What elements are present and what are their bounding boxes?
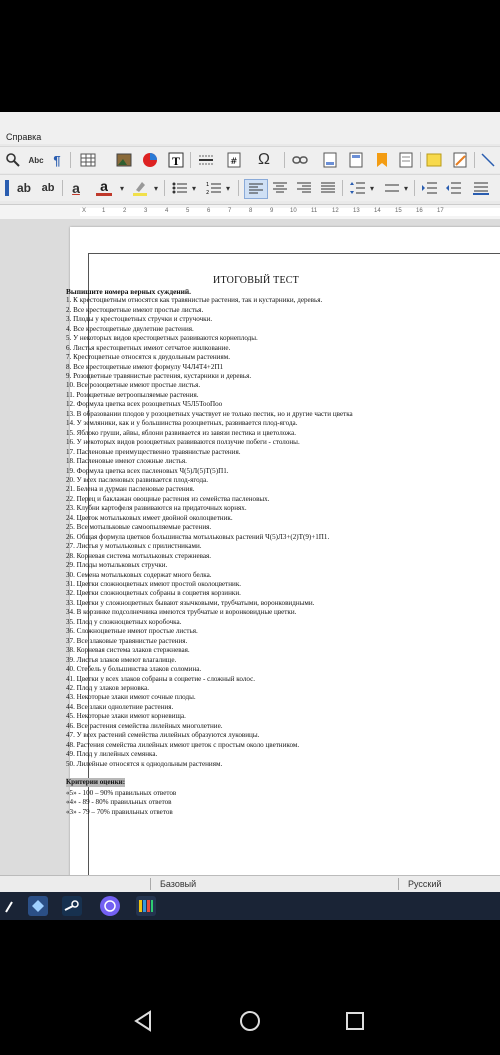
ruler-tick: 8 (249, 208, 253, 214)
spellcheck-icon[interactable]: Abc (28, 155, 44, 165)
question-item: 43. Некоторые злаки имеют сочные плоды. (66, 693, 196, 702)
question-item: 21. Белена и дурман пасленовые растения. (66, 485, 195, 494)
numbered-list-icon[interactable] (204, 179, 224, 197)
document-body[interactable] (66, 275, 446, 817)
question-item: 44. Все злаки однолетние растения. (66, 702, 174, 711)
question-item: 32. Цветки сложноцветных собраны в соцветия корзинки. (66, 589, 241, 598)
bullet-dropdown-icon[interactable]: ▾ (191, 183, 196, 193)
library-icon[interactable] (136, 896, 156, 916)
question-item: 35. Плод у сложноцветных коробочка. (66, 617, 182, 626)
justify-icon[interactable] (318, 179, 338, 197)
find-replace-icon[interactable] (4, 151, 22, 169)
question-item: 47. У всех растений семейства лилейных образуются луковицы. (66, 731, 260, 740)
ruler-tick: 10 (290, 208, 297, 214)
page-break-icon[interactable] (196, 151, 216, 169)
bullet-list-icon[interactable] (170, 179, 190, 197)
question-item: 14. У земляники, как и у большинства розоцветных, развивается плод-ягода. (66, 419, 298, 428)
ruler-tick: 2 (123, 208, 127, 214)
bookmark-icon[interactable] (372, 151, 392, 169)
subscript-icon[interactable]: ab (41, 182, 55, 194)
question-item: 2. Все крестоцветные имеют простые листья. (66, 305, 204, 314)
ruler-tick: X (82, 208, 87, 214)
special-character-icon[interactable]: Ω (258, 151, 270, 168)
ruler-tick: 13 (353, 208, 360, 214)
question-list (66, 296, 446, 769)
chart-icon[interactable] (140, 151, 160, 169)
field-icon[interactable] (222, 151, 246, 169)
align-right-icon[interactable] (294, 179, 314, 197)
ruler-tick: 7 (228, 208, 232, 214)
viber-icon[interactable] (100, 896, 120, 916)
question-item: 29. Плоды мотыльковых стручки. (66, 561, 168, 570)
question-item: 28. Корневая система мотыльковых стержневая. (66, 551, 212, 560)
standard-toolbar (0, 146, 500, 173)
steam-icon[interactable] (62, 896, 82, 916)
increase-indent-icon[interactable] (420, 179, 440, 197)
question-item: 6. Листья крестоцветных имеют сетчатое жилкование. (66, 343, 231, 352)
question-item: 23. Клубни картофеля развиваются на придаточных корнях. (66, 504, 247, 513)
question-item: 49. Плод у лилейных семянка. (66, 750, 158, 759)
question-item: 34. В корзинке подсолнечника имеются трубчатые и воронковидные цветки. (66, 608, 297, 617)
question-item: 25. Все мотыльковые самоопыляемые растения. (66, 523, 212, 532)
question-item: 13. В образовании плодов у розоцветных участвует не только пестик, но и другие части цветка (66, 409, 353, 418)
paragraph-format-icon[interactable] (470, 179, 492, 197)
criteria-title: Критерии оценки: (66, 778, 126, 787)
ruler-text-area (80, 208, 500, 216)
paragraph-spacing-icon[interactable] (382, 179, 402, 197)
ruler-tick: 17 (437, 208, 444, 214)
question-item: 11. Розоцветные ветроопыляемые растения. (66, 390, 199, 399)
question-item: 45. Некоторые злаки имеют корневища. (66, 712, 186, 721)
svg-text:#: # (230, 157, 238, 167)
ruler-tick: 4 (165, 208, 169, 214)
pin-icon[interactable] (0, 896, 20, 916)
question-item: 36. Сложноцветные имеют простые листья. (66, 627, 198, 636)
menu-help[interactable]: Справка (6, 132, 42, 142)
line-spacing-dropdown-icon[interactable]: ▾ (369, 183, 374, 193)
question-item: 24. Цветок мотыльковых имеет двойной околоцветник. (66, 513, 233, 522)
question-item: 7. Крестоцветные относятся к двудольным растениям. (66, 353, 231, 362)
hyperlink-icon[interactable] (290, 151, 310, 169)
question-item: 39. Листья злаков имеют влагалище. (66, 655, 177, 664)
criteria-line: «5» - 100 – 90% правильных ответов (66, 789, 177, 798)
textbox-icon[interactable] (166, 151, 186, 169)
cross-reference-icon[interactable] (396, 151, 416, 169)
question-item: 1. К крестоцветным относятся как травянистые растения, так и кустарники, деревья. (66, 296, 323, 305)
ruler-tick: 14 (374, 208, 381, 214)
highlight-icon[interactable] (132, 179, 148, 197)
question-item: 50. Лилейные относятся к однодольным растениям. (66, 759, 223, 768)
ruler-tick: 6 (207, 208, 211, 214)
paragraph-spacing-dropdown-icon[interactable]: ▾ (403, 183, 408, 193)
question-item: 30. Семена мотыльковых содержат много белка. (66, 570, 212, 579)
question-item: 26. Общая формула цветков большинства мотыльковых растений Ч(5)Л3+(2)Т(9)+1П1. (66, 532, 330, 541)
document-workspace[interactable] (0, 219, 500, 875)
question-item: 19. Формула цветка всех пасленовых Ч(5)Л(5)Т(5)П1. (66, 466, 229, 475)
formatting-marks-icon[interactable]: ¶ (53, 152, 61, 168)
ruler-tick: 16 (416, 208, 423, 214)
android-nav-bar (0, 990, 500, 1055)
question-item: 17. Пасленовые преимущественно травянистые растения. (66, 447, 241, 456)
svg-text:T: T (172, 154, 181, 168)
track-changes-icon[interactable] (450, 151, 470, 169)
doc-title: ИТОГОВЫЙ ТЕСТ (213, 275, 299, 286)
home-icon[interactable] (235, 1006, 265, 1036)
question-item: 3. Плоды у крестоцветных стручки и стручочки. (66, 315, 213, 324)
font-color-dropdown-icon[interactable]: ▾ (119, 183, 124, 193)
question-item: 5. У некоторых видов крестоцветных развиваются корнеплоды. (66, 334, 258, 343)
highlight-dropdown-icon[interactable]: ▾ (153, 183, 158, 193)
question-item: 42. Плод у злаков зерновка. (66, 683, 150, 692)
ruler-tick: 3 (144, 208, 148, 214)
svg-text:2: 2 (206, 190, 210, 195)
question-item: 15. Яблоко груши, айвы, яблони развивается из завязи пестика и цветоложа. (66, 428, 296, 437)
question-item: 12. Формула цветка всех розоцветных Ч5Л5ТооПоо (66, 400, 223, 409)
toolbar-grip (4, 179, 10, 197)
os-taskbar (0, 892, 500, 920)
ruler-tick: 9 (270, 208, 274, 214)
table-icon[interactable] (78, 151, 98, 169)
superscript-icon[interactable]: ab (16, 181, 31, 195)
menu-bar (0, 112, 500, 144)
app-icon[interactable] (28, 896, 48, 916)
status-bar (0, 875, 500, 892)
question-item: 4. Все крестоцветные двулетние растения. (66, 324, 194, 333)
question-item: 10. Все розоцветные имеют простые листья. (66, 381, 201, 390)
question-item: 27. Листья у мотыльковых с прилистниками. (66, 542, 202, 551)
question-item: 9. Розоцветные травянистые растения, кустарники и деревья. (66, 372, 252, 381)
question-item: 38. Корневая система злаков стержневая. (66, 646, 190, 655)
question-item: 31. Цветки сложноцветных имеют простой околоцветник. (66, 580, 242, 588)
question-item: 22. Перец и баклажан овощные растения из семейства пасленовых. (66, 494, 270, 503)
back-icon[interactable] (128, 1006, 158, 1036)
align-center-icon[interactable] (270, 179, 290, 197)
doc-instruction: Выпишите номера верных суждений. (66, 287, 191, 296)
ruler-tick: 15 (395, 208, 402, 214)
footnote-icon[interactable] (320, 151, 340, 169)
image-icon[interactable] (114, 151, 134, 169)
question-item: 40. Стебель у большинства злаков соломина. (66, 665, 202, 674)
recents-icon[interactable] (340, 1006, 370, 1036)
question-item: 41. Цветки у всех злаков собраны в соцветие - сложный колос. (66, 674, 255, 683)
font-color-icon[interactable]: a (96, 179, 112, 196)
question-item: 46. Все растения семейства лилейных многолетние. (66, 721, 223, 730)
criteria-line: «3» - 79 – 70% правильных ответов (66, 807, 173, 816)
ruler-tick: 5 (186, 208, 190, 214)
ruler-tick: 11 (311, 208, 318, 214)
decrease-indent-icon[interactable] (444, 179, 464, 197)
question-item: 37. Все злаковые травянистые растения. (66, 636, 188, 645)
horizontal-ruler[interactable] (0, 204, 500, 220)
align-left-icon[interactable] (244, 179, 268, 199)
question-item: 16. У некоторых видов розоцветных развиваются ползучие побеги - столоны. (66, 438, 300, 447)
numbering-dropdown-icon[interactable]: ▾ (225, 183, 230, 193)
line-icon[interactable] (478, 151, 498, 169)
comment-icon[interactable] (424, 151, 444, 169)
question-item: 8. Все крестоцветные имеют формулу Ч4Л4Т4+2П1 (66, 362, 224, 371)
question-item: 33. Цветки у сложноцветных бывают язычковыми, трубчатыми, воронковидными. (66, 598, 315, 607)
formatting-toolbar (0, 174, 500, 201)
line-spacing-icon[interactable] (348, 179, 368, 197)
endnote-icon[interactable] (346, 151, 366, 169)
criteria-line: «4» - 89 - 80% правильных ответов (66, 798, 172, 807)
writer-window (0, 112, 500, 920)
question-item: 18. Пасленовые имеют сложные листья. (66, 457, 187, 466)
svg-text:1: 1 (206, 182, 210, 188)
language-status[interactable]: Русский (408, 879, 442, 889)
ruler-tick: 12 (332, 208, 339, 214)
clear-formatting-icon[interactable]: a (72, 180, 80, 196)
ruler-tick: 1 (102, 208, 106, 214)
question-item: 20. У всех пасленовых развивается плод-ягода. (66, 476, 209, 485)
page-style-status[interactable]: Базовый (160, 879, 197, 889)
question-item: 48. Растения семейства лилейных имеют цветок с простым около цветником. (66, 740, 300, 749)
